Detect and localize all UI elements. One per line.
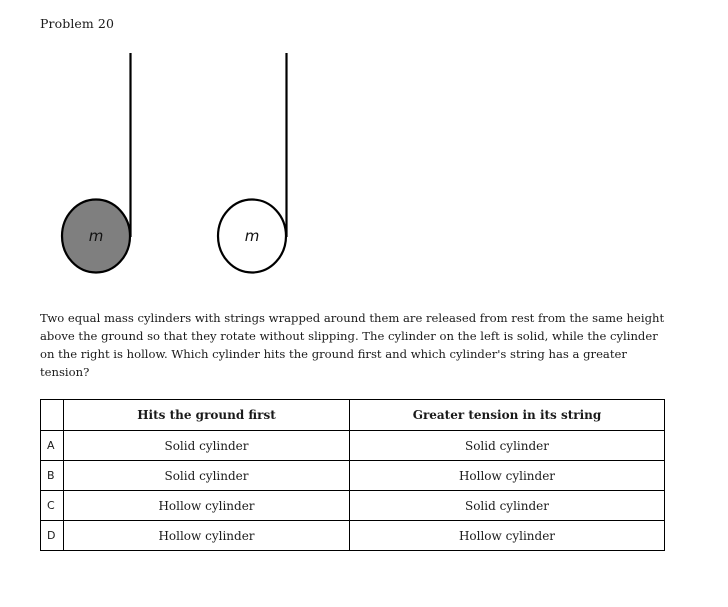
header-hits-ground-first: Hits the ground first — [64, 400, 350, 431]
option-label: A — [41, 431, 64, 461]
left-mass-label: m — [88, 227, 104, 245]
header-option-cell — [41, 400, 64, 431]
hits-ground-first-cell: Solid cylinder — [64, 461, 350, 491]
table-row — [41, 461, 665, 491]
greater-tension-cell: Hollow cylinder — [350, 521, 665, 551]
table-row — [41, 521, 665, 551]
table-row — [41, 431, 665, 461]
cylinders-figure — [0, 0, 728, 300]
hits-ground-first-cell: Solid cylinder — [64, 431, 350, 461]
option-label: C — [41, 491, 64, 521]
hits-ground-first-cell: Hollow cylinder — [64, 491, 350, 521]
greater-tension-cell: Hollow cylinder — [350, 461, 665, 491]
header-greater-tension: Greater tension in its string — [350, 400, 665, 431]
problem-title: Problem 20 — [40, 16, 115, 31]
question-text: Two equal mass cylinders with strings wrapped around them are released from rest from the same height above the ground so that they rotate without slipping. The cylinder on the left is solid, while the cylinder on the right is hollow. Which cylinder hits the ground first and which cylinder's string has a greater tension? — [40, 311, 665, 379]
right-mass-label: m — [244, 227, 260, 245]
option-label: D — [41, 521, 64, 551]
answer-table — [40, 399, 665, 551]
greater-tension-cell: Solid cylinder — [350, 491, 665, 521]
option-label: B — [41, 461, 64, 491]
hits-ground-first-cell: Hollow cylinder — [64, 521, 350, 551]
table-row — [41, 491, 665, 521]
greater-tension-cell: Solid cylinder — [350, 431, 665, 461]
table-header-row — [41, 400, 665, 431]
